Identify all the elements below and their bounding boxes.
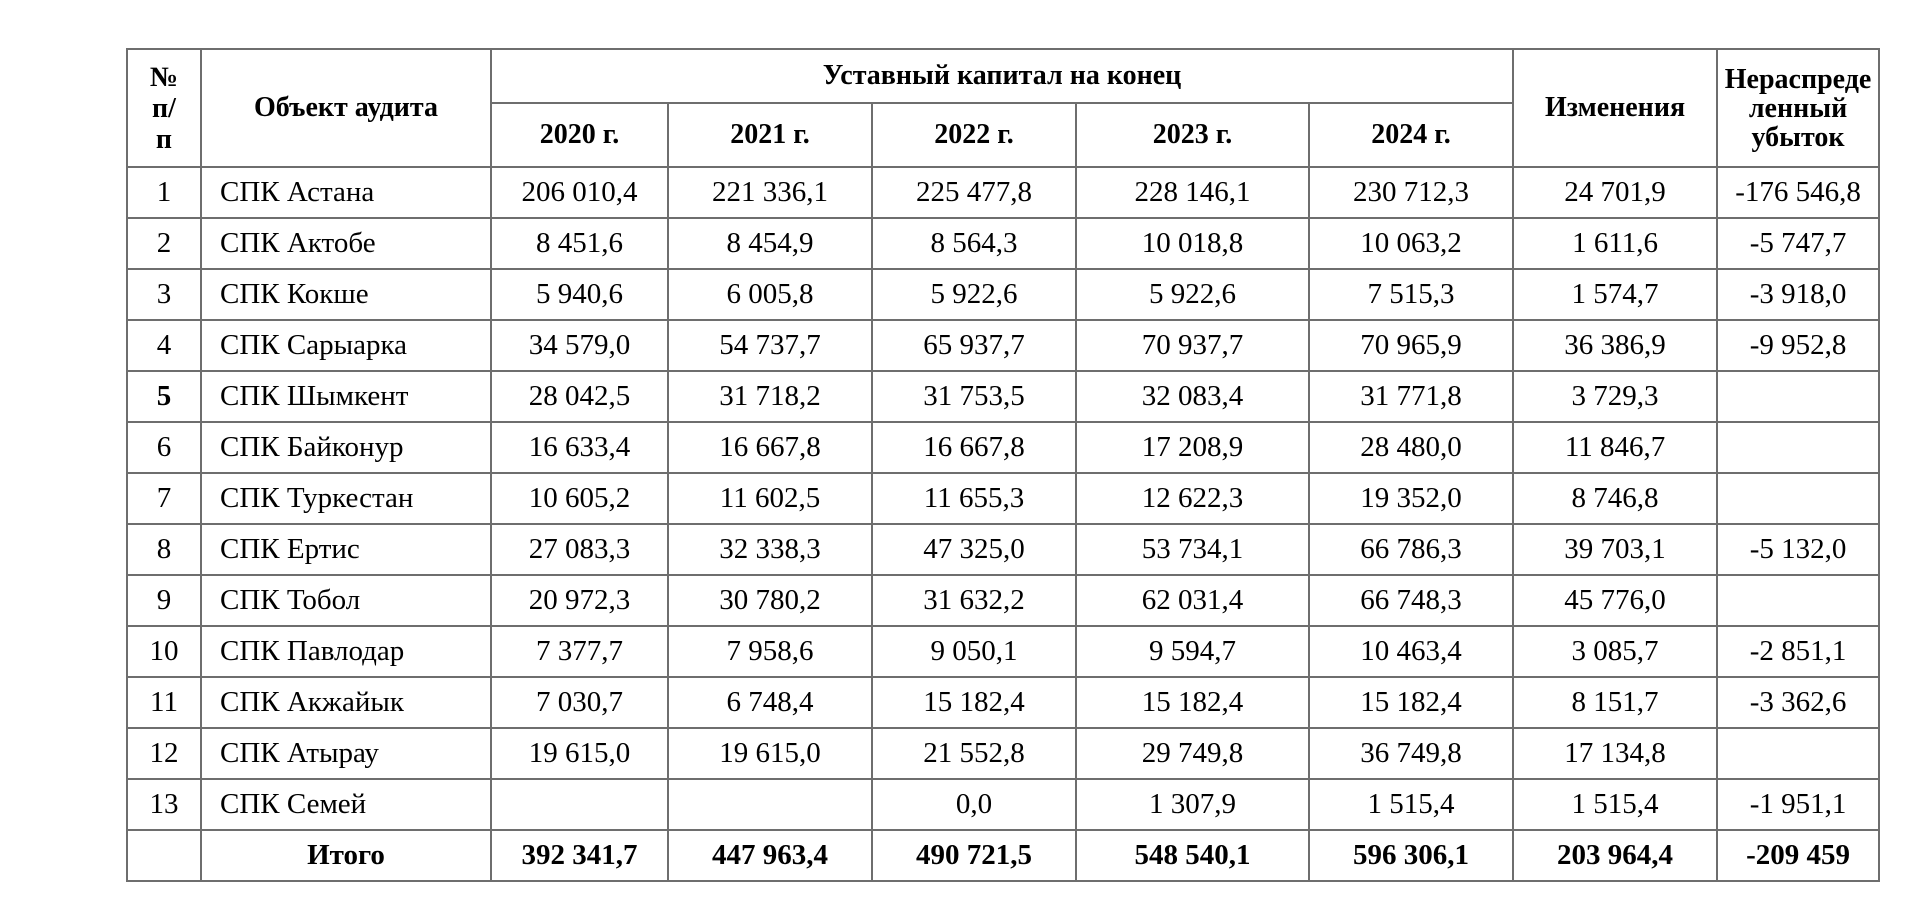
row-2022: 31 753,5 bbox=[872, 371, 1076, 422]
row-2023: 1 307,9 bbox=[1076, 779, 1309, 830]
row-2024: 31 771,8 bbox=[1309, 371, 1513, 422]
row-2023: 53 734,1 bbox=[1076, 524, 1309, 575]
row-2024: 10 463,4 bbox=[1309, 626, 1513, 677]
row-retained-loss: -3 918,0 bbox=[1717, 269, 1879, 320]
row-retained-loss: -5 132,0 bbox=[1717, 524, 1879, 575]
table-row bbox=[127, 728, 1879, 779]
total-2023: 548 540,1 bbox=[1076, 830, 1309, 881]
row-changes: 24 701,9 bbox=[1513, 167, 1717, 218]
row-number: 4 bbox=[127, 320, 201, 371]
row-object-name: СПК Ертис bbox=[201, 524, 491, 575]
total-row bbox=[127, 830, 1879, 881]
row-2023: 15 182,4 bbox=[1076, 677, 1309, 728]
row-2020: 206 010,4 bbox=[491, 167, 668, 218]
row-2021: 54 737,7 bbox=[668, 320, 872, 371]
row-changes: 11 846,7 bbox=[1513, 422, 1717, 473]
row-2024: 70 965,9 bbox=[1309, 320, 1513, 371]
row-2022: 31 632,2 bbox=[872, 575, 1076, 626]
table-row bbox=[127, 269, 1879, 320]
total-label: Итого bbox=[201, 830, 491, 881]
total-2024: 596 306,1 bbox=[1309, 830, 1513, 881]
row-retained-loss bbox=[1717, 728, 1879, 779]
row-2024: 1 515,4 bbox=[1309, 779, 1513, 830]
row-object-name: СПК Тобол bbox=[201, 575, 491, 626]
row-2022: 8 564,3 bbox=[872, 218, 1076, 269]
row-2024: 19 352,0 bbox=[1309, 473, 1513, 524]
row-2021: 11 602,5 bbox=[668, 473, 872, 524]
total-retained-loss: -209 459 bbox=[1717, 830, 1879, 881]
row-2024: 66 748,3 bbox=[1309, 575, 1513, 626]
total-2020: 392 341,7 bbox=[491, 830, 668, 881]
row-2022: 65 937,7 bbox=[872, 320, 1076, 371]
row-2020: 8 451,6 bbox=[491, 218, 668, 269]
row-2022: 5 922,6 bbox=[872, 269, 1076, 320]
row-object-name: СПК Туркестан bbox=[201, 473, 491, 524]
table-row bbox=[127, 779, 1879, 830]
row-2021: 221 336,1 bbox=[668, 167, 872, 218]
header-retained-loss: Нераспреде ленный убыток bbox=[1717, 49, 1879, 167]
row-2020: 28 042,5 bbox=[491, 371, 668, 422]
total-number-cell bbox=[127, 830, 201, 881]
row-retained-loss bbox=[1717, 371, 1879, 422]
total-2021: 447 963,4 bbox=[668, 830, 872, 881]
row-retained-loss bbox=[1717, 575, 1879, 626]
row-changes: 45 776,0 bbox=[1513, 575, 1717, 626]
row-2021: 7 958,6 bbox=[668, 626, 872, 677]
row-number: 5 bbox=[127, 371, 201, 422]
row-retained-loss: -176 546,8 bbox=[1717, 167, 1879, 218]
row-2020: 5 940,6 bbox=[491, 269, 668, 320]
header-year-2023: 2023 г. bbox=[1076, 103, 1309, 167]
row-changes: 8 746,8 bbox=[1513, 473, 1717, 524]
row-2024: 10 063,2 bbox=[1309, 218, 1513, 269]
header-capital-group: Уставный капитал на конец bbox=[491, 49, 1513, 103]
row-2023: 5 922,6 bbox=[1076, 269, 1309, 320]
row-2024: 15 182,4 bbox=[1309, 677, 1513, 728]
table-row bbox=[127, 371, 1879, 422]
row-2022: 16 667,8 bbox=[872, 422, 1076, 473]
row-2024: 7 515,3 bbox=[1309, 269, 1513, 320]
row-2021: 6 005,8 bbox=[668, 269, 872, 320]
row-2022: 9 050,1 bbox=[872, 626, 1076, 677]
row-retained-loss: -3 362,6 bbox=[1717, 677, 1879, 728]
row-2022: 0,0 bbox=[872, 779, 1076, 830]
row-2020: 10 605,2 bbox=[491, 473, 668, 524]
row-changes: 36 386,9 bbox=[1513, 320, 1717, 371]
row-2023: 32 083,4 bbox=[1076, 371, 1309, 422]
row-number: 9 bbox=[127, 575, 201, 626]
row-2024: 36 749,8 bbox=[1309, 728, 1513, 779]
row-2023: 10 018,8 bbox=[1076, 218, 1309, 269]
row-2023: 70 937,7 bbox=[1076, 320, 1309, 371]
row-2020: 20 972,3 bbox=[491, 575, 668, 626]
table-body bbox=[127, 167, 1879, 881]
table-row bbox=[127, 320, 1879, 371]
row-2022: 21 552,8 bbox=[872, 728, 1076, 779]
table-row bbox=[127, 677, 1879, 728]
row-changes: 3 729,3 bbox=[1513, 371, 1717, 422]
row-2022: 47 325,0 bbox=[872, 524, 1076, 575]
row-2023: 228 146,1 bbox=[1076, 167, 1309, 218]
row-changes: 17 134,8 bbox=[1513, 728, 1717, 779]
row-object-name: СПК Астана bbox=[201, 167, 491, 218]
row-number: 11 bbox=[127, 677, 201, 728]
row-2021: 32 338,3 bbox=[668, 524, 872, 575]
row-number: 6 bbox=[127, 422, 201, 473]
row-object-name: СПК Сарыарка bbox=[201, 320, 491, 371]
row-object-name: СПК Актобе bbox=[201, 218, 491, 269]
header-year-2020: 2020 г. bbox=[491, 103, 668, 167]
row-2021: 19 615,0 bbox=[668, 728, 872, 779]
row-2024: 66 786,3 bbox=[1309, 524, 1513, 575]
total-2022: 490 721,5 bbox=[872, 830, 1076, 881]
table-header bbox=[127, 49, 1879, 167]
row-2023: 29 749,8 bbox=[1076, 728, 1309, 779]
row-retained-loss bbox=[1717, 473, 1879, 524]
row-number: 8 bbox=[127, 524, 201, 575]
row-retained-loss: -9 952,8 bbox=[1717, 320, 1879, 371]
row-number: 2 bbox=[127, 218, 201, 269]
row-2023: 9 594,7 bbox=[1076, 626, 1309, 677]
row-2024: 230 712,3 bbox=[1309, 167, 1513, 218]
header-year-2024: 2024 г. bbox=[1309, 103, 1513, 167]
row-2021: 8 454,9 bbox=[668, 218, 872, 269]
row-changes: 8 151,7 bbox=[1513, 677, 1717, 728]
row-2022: 225 477,8 bbox=[872, 167, 1076, 218]
row-changes: 3 085,7 bbox=[1513, 626, 1717, 677]
row-2021: 30 780,2 bbox=[668, 575, 872, 626]
table-row bbox=[127, 524, 1879, 575]
row-2021: 31 718,2 bbox=[668, 371, 872, 422]
table-row bbox=[127, 473, 1879, 524]
row-2020: 19 615,0 bbox=[491, 728, 668, 779]
header-year-2022: 2022 г. bbox=[872, 103, 1076, 167]
header-number: № п/ п bbox=[127, 49, 201, 167]
total-changes: 203 964,4 bbox=[1513, 830, 1717, 881]
row-retained-loss: -5 747,7 bbox=[1717, 218, 1879, 269]
row-object-name: СПК Шымкент bbox=[201, 371, 491, 422]
row-2022: 11 655,3 bbox=[872, 473, 1076, 524]
row-2021: 16 667,8 bbox=[668, 422, 872, 473]
table-row bbox=[127, 575, 1879, 626]
table-row bbox=[127, 167, 1879, 218]
row-2020: 16 633,4 bbox=[491, 422, 668, 473]
row-2020 bbox=[491, 779, 668, 830]
header-changes: Изменения bbox=[1513, 49, 1717, 167]
row-2020: 7 377,7 bbox=[491, 626, 668, 677]
row-2023: 62 031,4 bbox=[1076, 575, 1309, 626]
row-2021: 6 748,4 bbox=[668, 677, 872, 728]
table-row bbox=[127, 218, 1879, 269]
row-2020: 7 030,7 bbox=[491, 677, 668, 728]
table-row bbox=[127, 626, 1879, 677]
row-object-name: СПК Кокше bbox=[201, 269, 491, 320]
table-row bbox=[127, 422, 1879, 473]
header-year-2021: 2021 г. bbox=[668, 103, 872, 167]
row-object-name: СПК Семей bbox=[201, 779, 491, 830]
row-2024: 28 480,0 bbox=[1309, 422, 1513, 473]
row-2022: 15 182,4 bbox=[872, 677, 1076, 728]
row-2023: 12 622,3 bbox=[1076, 473, 1309, 524]
row-changes: 1 515,4 bbox=[1513, 779, 1717, 830]
row-2020: 27 083,3 bbox=[491, 524, 668, 575]
row-retained-loss bbox=[1717, 422, 1879, 473]
row-object-name: СПК Павлодар bbox=[201, 626, 491, 677]
row-number: 13 bbox=[127, 779, 201, 830]
row-retained-loss: -2 851,1 bbox=[1717, 626, 1879, 677]
row-retained-loss: -1 951,1 bbox=[1717, 779, 1879, 830]
row-number: 7 bbox=[127, 473, 201, 524]
row-changes: 39 703,1 bbox=[1513, 524, 1717, 575]
row-object-name: СПК Байконур bbox=[201, 422, 491, 473]
row-number: 1 bbox=[127, 167, 201, 218]
row-number: 10 bbox=[127, 626, 201, 677]
row-2021 bbox=[668, 779, 872, 830]
row-number: 12 bbox=[127, 728, 201, 779]
row-2020: 34 579,0 bbox=[491, 320, 668, 371]
row-number: 3 bbox=[127, 269, 201, 320]
row-object-name: СПК Атырау bbox=[201, 728, 491, 779]
row-changes: 1 574,7 bbox=[1513, 269, 1717, 320]
capital-table bbox=[126, 48, 1880, 882]
header-object: Объект аудита bbox=[201, 49, 491, 167]
row-changes: 1 611,6 bbox=[1513, 218, 1717, 269]
row-object-name: СПК Акжайык bbox=[201, 677, 491, 728]
row-2023: 17 208,9 bbox=[1076, 422, 1309, 473]
